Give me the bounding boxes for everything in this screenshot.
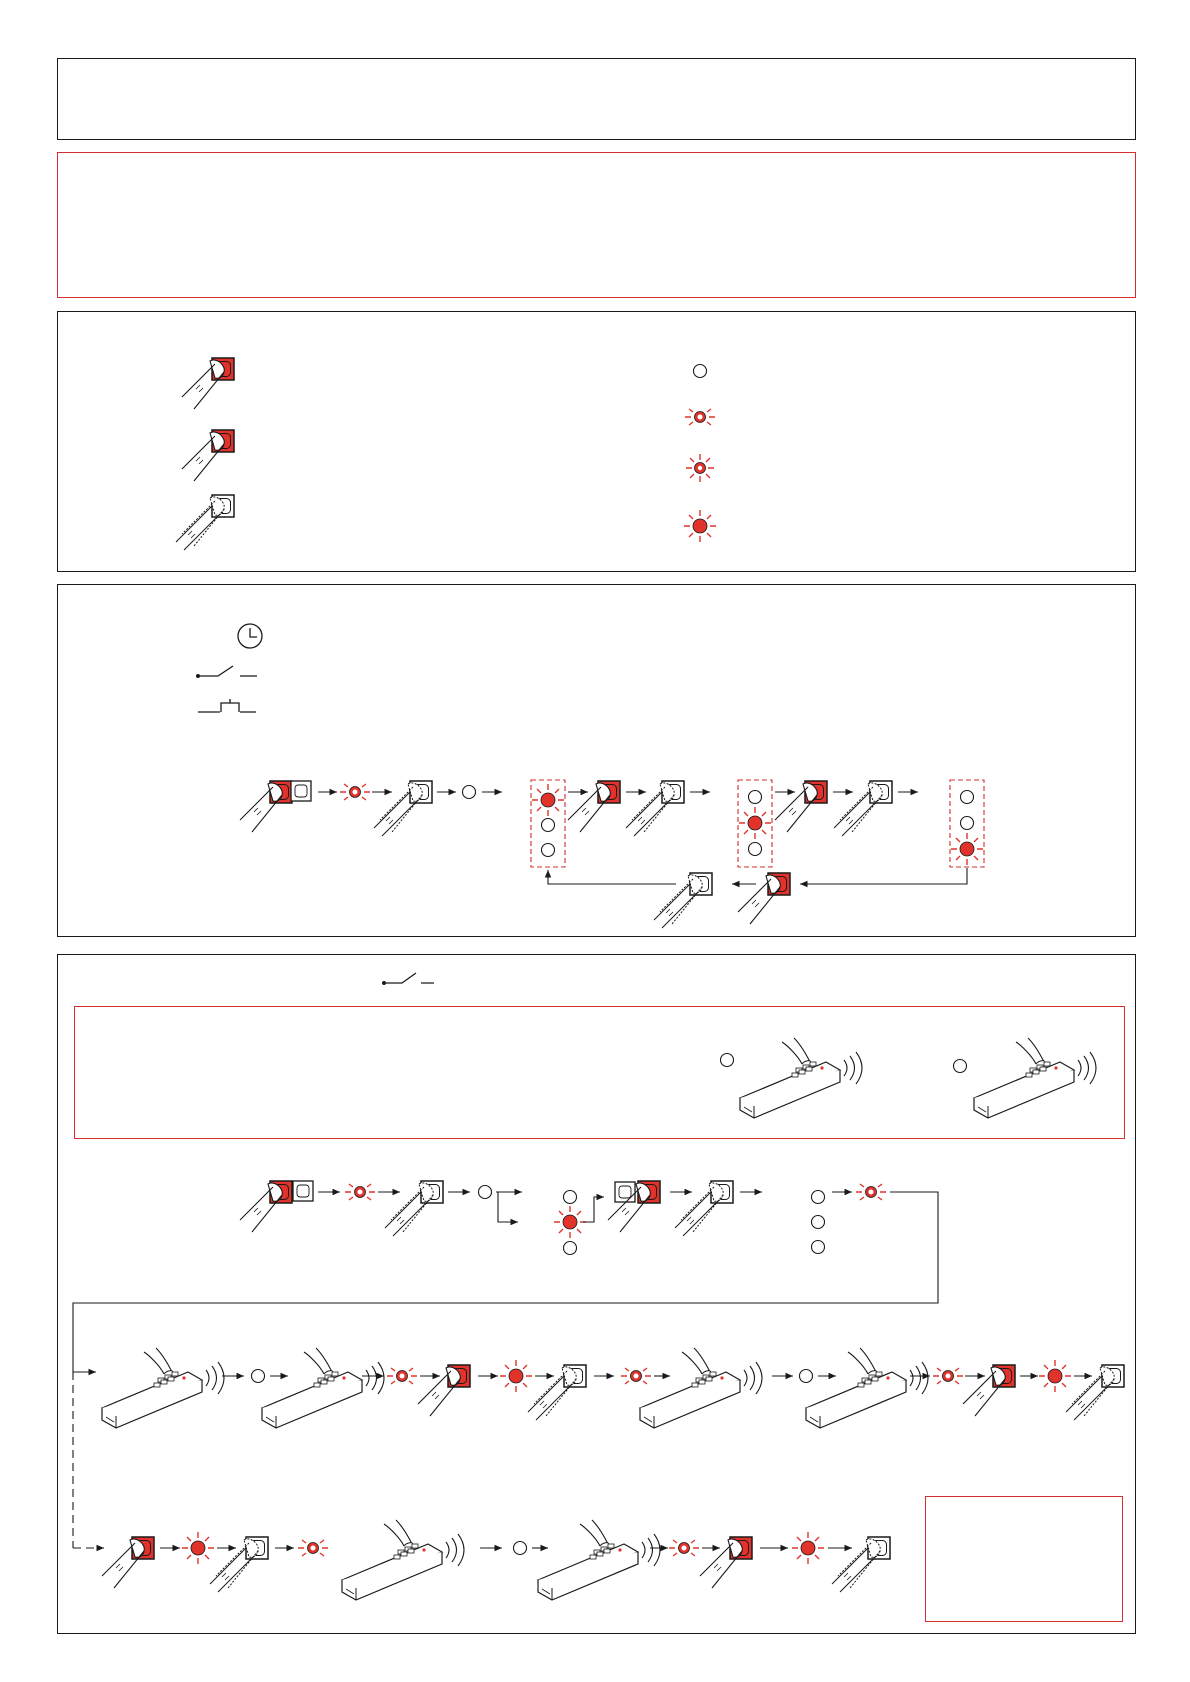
remote-flow-row-3 <box>102 1520 890 1600</box>
remote-flow-row-2 <box>102 1348 1124 1428</box>
legend-button-press <box>182 358 234 409</box>
led-on-icon <box>684 510 716 542</box>
function-flow <box>240 780 984 928</box>
led-off-icon <box>694 365 707 378</box>
legend-button-press-white <box>176 495 234 550</box>
clock-icon <box>238 624 262 648</box>
switch-icon <box>196 666 257 678</box>
remote-flow-row-1 <box>73 1181 938 1548</box>
remote-panel-switch-icon <box>382 973 434 985</box>
led-slow-blink-icon <box>685 409 715 425</box>
pushbutton-icon <box>198 699 256 712</box>
legend-button-hold <box>182 430 234 481</box>
led-fast-blink-icon <box>686 454 714 482</box>
remote-transmitter-icon <box>721 1038 1097 1118</box>
